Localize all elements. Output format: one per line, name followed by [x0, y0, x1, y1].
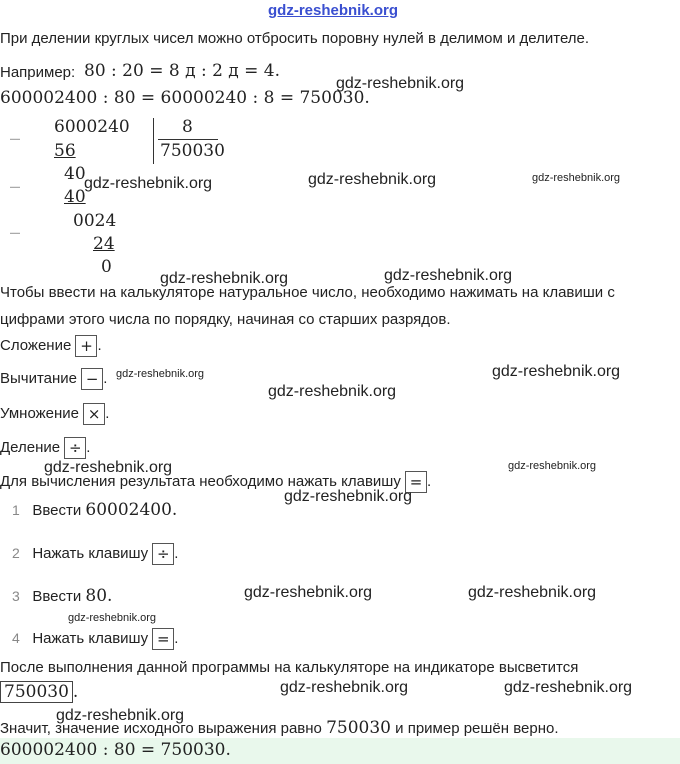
division-horizontal-line: [158, 139, 218, 140]
watermark: gdz-reshebnik.org: [532, 172, 621, 184]
minus-key-icon: −: [81, 368, 103, 390]
program-step: 2 Нажать клавишу ÷ .: [12, 544, 179, 563]
conclusion-post: и пример решён верно.: [395, 720, 559, 737]
divisor: 8: [182, 117, 193, 137]
step-number: 4: [12, 629, 20, 646]
divide-key-icon: ÷: [152, 543, 174, 565]
watermark: gdz-reshebnik.org: [308, 171, 437, 188]
step-value: 60002400.: [85, 500, 178, 520]
division-step: 0024: [73, 211, 117, 231]
watermark: gdz-reshebnik.org: [504, 679, 633, 696]
minus-sign: –: [10, 176, 21, 196]
equals-key-icon: =: [152, 628, 174, 650]
watermark: gdz-reshebnik.org: [468, 584, 597, 601]
dividend: 6000240: [54, 117, 130, 137]
operation-multiplication: Умножение × .: [0, 404, 110, 423]
watermark: gdz-reshebnik.org: [84, 175, 213, 192]
step-text: Нажать клавишу: [32, 629, 149, 647]
site-header-link[interactable]: gdz-reshebnik.org: [268, 2, 399, 19]
watermark: gdz-reshebnik.org: [244, 584, 373, 601]
watermark: gdz-reshebnik.org: [68, 612, 157, 624]
division-step: 24: [93, 234, 115, 254]
conclusion-pre: Значит, значение исходного выражения равно: [0, 720, 322, 737]
watermark: gdz-reshebnik.org: [492, 363, 621, 380]
division-step: 40: [64, 164, 86, 184]
step-text: Нажать клавишу: [32, 544, 149, 562]
conclusion-value: 750030: [326, 718, 391, 738]
multiply-key-icon: ×: [83, 403, 105, 425]
watermark: gdz-reshebnik.org: [268, 383, 397, 400]
intro-text: При делении круглых чисел можно отбросить поровну нулей в делимом и делителе.: [0, 30, 590, 47]
watermark: gdz-reshebnik.org: [280, 679, 409, 696]
operation-addition: Сложение + .: [0, 336, 102, 355]
operation-subtraction: Вычитание − .: [0, 369, 108, 388]
division-vertical-line: [153, 118, 154, 164]
display-result: 750030 .: [0, 682, 78, 702]
program-step: 4 Нажать клавишу = .: [12, 629, 179, 648]
equals-text: Для вычисления результата необходимо нажать клавишу: [0, 472, 401, 490]
division-step: 40: [64, 187, 86, 207]
watermark: gdz-reshebnik.org: [160, 270, 289, 287]
watermark: gdz-reshebnik.org: [284, 488, 413, 505]
example-label: Например:: [0, 64, 76, 81]
step-number: 2: [12, 544, 20, 561]
program-step: [12, 500, 177, 520]
divide-key-icon: ÷: [64, 437, 86, 459]
example-expression: 80 : 20 = 8 д : 2 д = 4.: [84, 61, 281, 81]
equals-key-icon: =: [405, 471, 427, 493]
division-step: 56: [54, 141, 76, 161]
watermark: gdz-reshebnik.org: [56, 707, 185, 724]
operation-division: Деление ÷ .: [0, 438, 91, 457]
step-text: Ввести: [32, 502, 82, 519]
program-step: [12, 586, 112, 606]
operation-label: Деление: [0, 438, 61, 456]
operation-label: Сложение: [0, 336, 72, 354]
step-value: 80.: [85, 586, 113, 606]
operation-label: Умножение: [0, 404, 80, 422]
operation-label: Вычитание: [0, 369, 78, 387]
watermark: gdz-reshebnik.org: [336, 75, 465, 92]
quotient: 750030: [160, 141, 225, 161]
watermark: gdz-reshebnik.org: [44, 459, 173, 476]
display-value-box: 750030: [0, 681, 73, 703]
minus-sign: –: [10, 128, 21, 148]
after-program-text: После выполнения данной программы на калькуляторе на индикаторе высветится: [0, 659, 579, 676]
watermark: gdz-reshebnik.org: [508, 460, 597, 472]
calc-intro-line-1: Чтобы ввести на калькуляторе натуральное число, необходимо нажимать на клавиши с: [0, 284, 615, 301]
step-number: 1: [12, 502, 20, 518]
division-step: 0: [101, 257, 112, 277]
main-expression: 600002400 : 80 = 60000240 : 8 = 750030.: [0, 88, 370, 108]
equals-instruction: Для вычисления результата необходимо нажать клавишу = .: [0, 472, 432, 491]
plus-key-icon: +: [75, 335, 97, 357]
watermark: gdz-reshebnik.org: [116, 368, 205, 380]
calc-intro-line-2: цифрами этого числа по порядку, начиная со старших разрядов.: [0, 311, 451, 328]
watermark: gdz-reshebnik.org: [384, 267, 513, 284]
final-answer: 600002400 : 80 = 750030.: [0, 740, 231, 760]
step-text: Ввести: [32, 588, 82, 605]
minus-sign: –: [10, 222, 21, 242]
step-number: 3: [12, 588, 20, 604]
